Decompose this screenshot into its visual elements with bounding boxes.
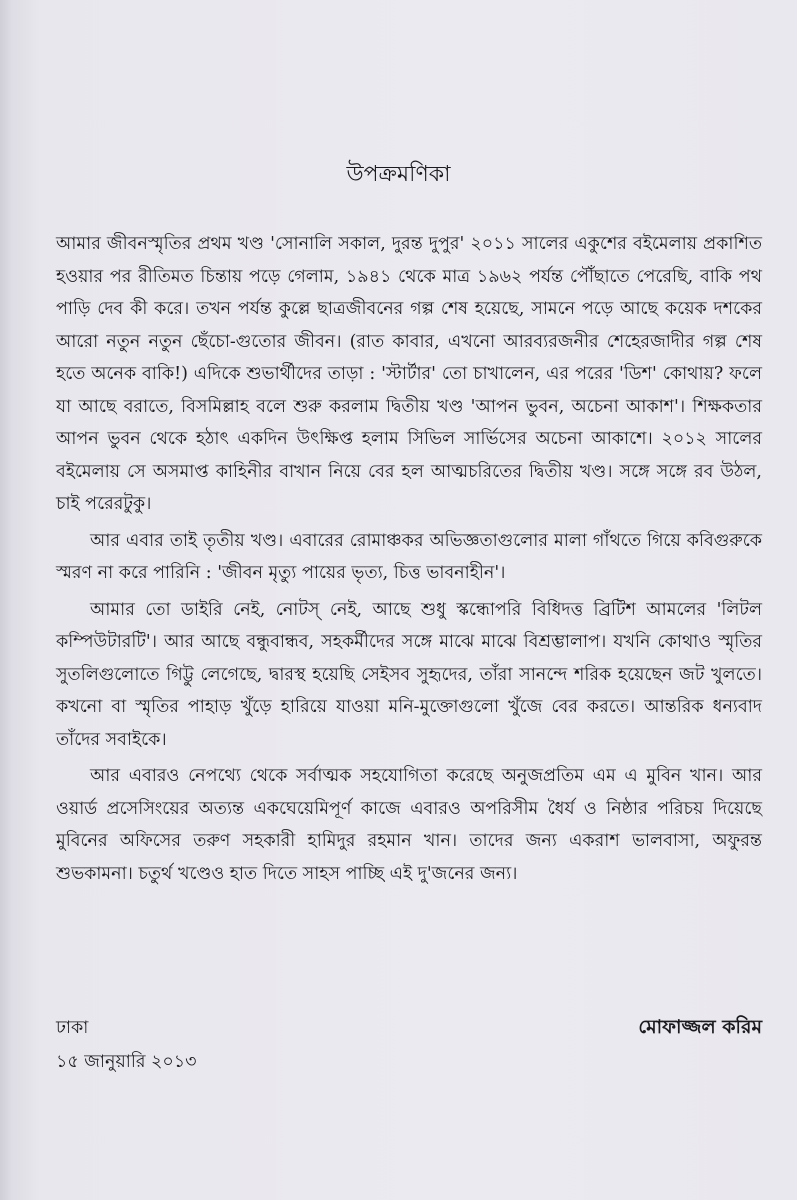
place-label: ঢাকা: [56, 1018, 89, 1038]
page-title: উপক্রমণিকা: [346, 162, 451, 187]
paragraph-2: আর এবার তাই তৃতীয় খণ্ড। এবারের রোমাঞ্চকর অভিজ্ঞতাগুলোর মালা গাঁথতে গিয়ে কবিগুরুকে স্মরণ না করে পারিনি : 'জীবন মৃত্যু পায়ের ভৃত্য, চিত্ত ভাবনাহীন'।: [56, 530, 762, 583]
body-text: [56, 228, 762, 890]
signature-row: [56, 1010, 762, 1045]
date-label: ১৫ জানুয়ারি ২০১৩: [56, 1052, 197, 1072]
signature-block: [56, 1010, 762, 1079]
paragraph-3: আমার তো ডাইরি নেই, নোটস্ নেই, আছে শুধু স্কন্ধোপরি বিধিদত্ত ব্রিটিশ আমলের 'লিটল কম্পিউটারটি'। আর আছে বন্ধুবান্ধব, সহকর্মীদের সঙ্গে মাঝে মাঝে বিশ্রম্ভালাপ। যখনি কোথাও স্মৃতির সুতলিগুলোতে গিট্টু লেগেছে, দ্বারস্থ হয়েছি সেইসব সুহৃদের, তাঁরা সানন্দে শরিক হয়েছেন জট খুলতে। কখনো বা স্মৃতির পাহাড় খুঁড়ে হারিয়ে যাওয়া মনি-মুক্তোগুলো খুঁজে বের করতে। আন্তরিক ধন্যবাদ তাঁদের সবাইকে।: [56, 599, 762, 750]
author-name: মোফাজ্জল করিম: [638, 1016, 762, 1038]
paragraph-4: আর এবারও নেপথ্যে থেকে সর্বাত্মক সহযোগিতা করেছে অনুজপ্রতিম এম এ মুবিন খান। আর ওয়ার্ড প্রসেসিংয়ের অত্যন্ত একঘেয়েমিপূর্ণ কাজে এবারও অপরিসীম ধৈর্য ও নিষ্ঠার পরিচয় দিয়েছে মুবিনের অফিসের তরুণ সহকারী হামিদুর রহমান খান। তাদের জন্য একরাশ ভালবাসা, অফুরন্ত শুভকামনা। চতুর্থ খণ্ডেও হাত দিতে সাহস পাচ্ছি এই দু'জনের জন্য।: [56, 766, 762, 884]
paragraph-1: আমার জীবনস্মৃতির প্রথম খণ্ড 'সোনালি সকাল, দুরন্ত দুপুর' ২০১১ সালের একুশের বইমেলায় প্রকাশিত হওয়ার পর রীতিমত চিন্তায় পড়ে গেলাম, ১৯৪১ থেকে মাত্র ১৯৬২ পর্যন্ত পৌঁছাতে পেরেছি, বাকি পথ পাড়ি দেব কী করে। তখন পর্যন্ত কুল্লে ছাত্রজীবনের গল্প শেষ হয়েছে, সামনে পড়ে আছে কয়েক দশকের আরো নতুন নতুন ছেঁচো-গুতোর জীবন। (রাত কাবার, এখনো আরব্যরজনীর শেহেরজাদীর গল্প শেষ হতে অনেক বাকি!) এদিকে শুভার্থীদের তাড়া : 'স্টার্টার' তো চাখালেন, এর পরের 'ডিশ' কোথায়? ফলে যা আছে বরাতে, বিসমিল্লাহ বলে শুরু করলাম দ্বিতীয় খণ্ড 'আপন ভুবন, অচেনা আকাশ'। শিক্ষকতার আপন ভুবন থেকে হঠাৎ একদিন উৎক্ষিপ্ত হলাম সিভিল সার্ভিসের অচেনা আকাশে। ২০১২ সালের বইমেলায় সে অসমাপ্ত কাহিনীর বাখান নিয়ে বের হল আত্মচরিতের দ্বিতীয় খণ্ড। সঙ্গে সঙ্গে রব উঠল, চাই পরেরটুকু।: [56, 234, 762, 514]
